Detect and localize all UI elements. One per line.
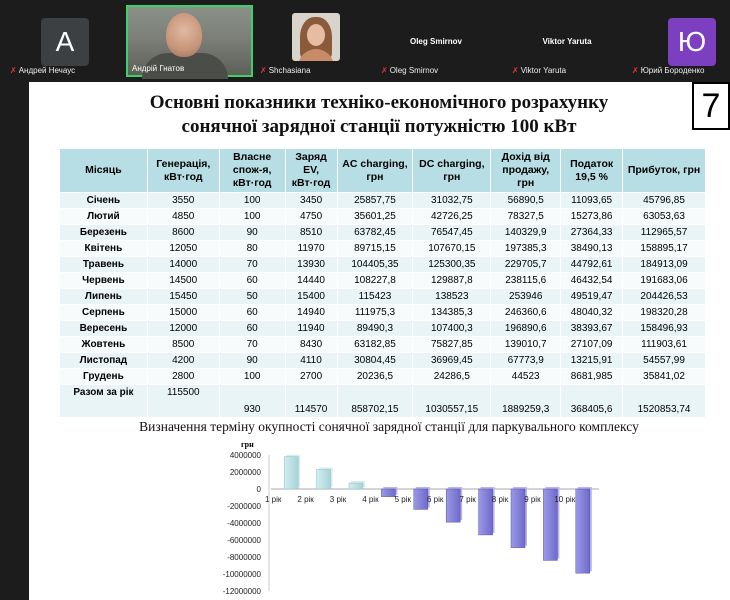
month-cell: Вересень [60,321,148,337]
value-cell: 44792,61 [561,257,623,273]
value-cell: 3550 [147,193,219,209]
x-tick-label: 2 рік [297,495,314,504]
participant-display-name: Viktor Yaruta [542,37,592,46]
participant-name: Андрій Гнатов [132,64,185,73]
payback-bar-chart [179,439,619,599]
value-cell: 14500 [147,273,219,289]
value-cell: 11970 [285,241,337,257]
value-cell: 75827,85 [413,337,491,353]
value-cell: 204426,53 [623,289,706,305]
value-cell: 15000 [147,305,219,321]
column-header: Місяць [60,149,148,193]
value-cell: 2700 [285,369,337,385]
value-cell: 89715,15 [337,241,413,257]
value-cell: 36969,45 [413,353,491,369]
x-tick-label: 7 рік [459,495,476,504]
bar [284,457,298,489]
y-tick-label: -8000000 [227,553,261,562]
participant-tile-5[interactable] [508,5,626,77]
x-tick-label: 10 рік [554,495,576,504]
value-cell: 4750 [285,209,337,225]
value-cell: 198320,28 [623,305,706,321]
value-cell: 13215,91 [561,353,623,369]
value-cell: 8430 [285,337,337,353]
column-header: Податок 19,5 % [561,149,623,193]
value-cell: 158496,93 [623,321,706,337]
value-cell: 30804,45 [337,353,413,369]
value-cell: 70 [219,337,285,353]
month-cell: Лютий [60,209,148,225]
value-cell: 35601,25 [337,209,413,225]
participant-video-face [166,13,202,57]
table-row [60,209,706,225]
value-cell: 60 [219,273,285,289]
x-tick-label: 3 рік [329,495,347,504]
value-cell: 100 [219,369,285,385]
value-cell: 90 [219,225,285,241]
table-header-row [60,149,706,193]
value-cell: 15450 [147,289,219,305]
economics-table [59,148,706,418]
x-tick-label: 1 рік [264,495,282,504]
bar [576,489,590,573]
participant-avatar: Ю [668,18,716,66]
value-cell: 138523 [413,289,491,305]
table-row [60,289,706,305]
shared-slide [29,82,730,600]
participant-tile-3[interactable] [256,5,374,77]
bar [317,469,331,489]
total-value: 858702,15 [337,385,413,418]
table-total-row [60,385,706,418]
value-cell: 35841,02 [623,369,706,385]
value-cell: 60 [219,321,285,337]
value-cell: 60 [219,305,285,321]
participant-avatar: А [41,18,89,66]
value-cell: 27364,33 [561,225,623,241]
value-cell: 8681,985 [561,369,623,385]
slide-title-line1: Основні показники техніко-економічного розрахунку [149,92,609,113]
total-value: 368405,6 [561,385,623,418]
mic-muted-icon: ✗ [10,66,17,75]
value-cell: 42726,25 [413,209,491,225]
value-cell: 54557,99 [623,353,706,369]
value-cell: 111903,61 [623,337,706,353]
column-header: Генерація, кВт·год [147,149,219,193]
bar [414,489,428,509]
value-cell: 63782,45 [337,225,413,241]
value-cell: 80 [219,241,285,257]
value-cell: 44523 [491,369,561,385]
value-cell: 78327,5 [491,209,561,225]
mic-muted-icon: ✗ [632,66,639,75]
x-tick-label: 6 рік [426,495,444,504]
value-cell: 90 [219,353,285,369]
value-cell: 111975,3 [337,305,413,321]
value-cell: 100 [219,193,285,209]
table-row [60,257,706,273]
value-cell: 15400 [285,289,337,305]
column-header: DC charging, грн [413,149,491,193]
value-cell: 140329,9 [491,225,561,241]
bar [446,489,460,522]
table-row [60,321,706,337]
total-value: 1520853,74 [623,385,706,418]
value-cell: 229705,7 [491,257,561,273]
participant-name: ✗ Юрий Бороденко [632,66,705,75]
value-cell: 46432,54 [561,273,623,289]
month-cell: Жовтень [60,337,148,353]
participant-photo [292,13,340,61]
y-axis-label: грн [241,440,254,449]
value-cell: 107670,15 [413,241,491,257]
month-cell: Травень [60,257,148,273]
y-tick-label: -10000000 [222,570,261,579]
value-cell: 196890,6 [491,321,561,337]
value-cell: 15273,86 [561,209,623,225]
y-tick-label: -4000000 [227,519,261,528]
table-row [60,225,706,241]
value-cell: 31032,75 [413,193,491,209]
participant-display-name: Oleg Smirnov [409,37,462,46]
value-cell: 191683,06 [623,273,706,289]
value-cell: 107400,3 [413,321,491,337]
month-cell: Серпень [60,305,148,321]
month-cell: Квітень [60,241,148,257]
total-value: 1030557,15 [413,385,491,418]
month-cell: Листопад [60,353,148,369]
value-cell: 45796,85 [623,193,706,209]
column-header: Заряд EV, кВт·год [285,149,337,193]
participant-tile-1[interactable] [6,5,124,77]
value-cell: 14000 [147,257,219,273]
value-cell: 63182,85 [337,337,413,353]
participant-tile-active-video[interactable] [126,5,253,77]
y-tick-label: -6000000 [227,536,261,545]
mic-muted-icon: ✗ [512,66,519,75]
bar [511,489,525,548]
value-cell: 8500 [147,337,219,353]
value-cell: 134385,3 [413,305,491,321]
month-cell: Січень [60,193,148,209]
column-header: Дохід від продажу, грн [491,149,561,193]
value-cell: 25857,75 [337,193,413,209]
value-cell: 11093,65 [561,193,623,209]
value-cell: 11940 [285,321,337,337]
value-cell: 2800 [147,369,219,385]
value-cell: 253946 [491,289,561,305]
value-cell: 50 [219,289,285,305]
table-row [60,337,706,353]
slide-number: 7 [692,82,730,130]
x-tick-label: 8 рік [491,495,509,504]
value-cell: 4110 [285,353,337,369]
total-value: 930 [219,385,285,418]
y-tick-label: 4000000 [229,451,261,460]
mic-muted-icon: ✗ [381,66,388,75]
mic-muted-icon: ✗ [260,66,267,75]
value-cell: 139010,7 [491,337,561,353]
value-cell: 76547,45 [413,225,491,241]
bar [381,489,395,497]
value-cell: 38393,67 [561,321,623,337]
value-cell: 13930 [285,257,337,273]
value-cell: 8600 [147,225,219,241]
value-cell: 246360,6 [491,305,561,321]
bar [349,483,363,489]
month-cell: Липень [60,289,148,305]
table-row [60,353,706,369]
y-tick-label: 0 [256,485,261,494]
y-tick-label: -12000000 [222,587,261,596]
month-cell: Грудень [60,369,148,385]
y-tick-label: -2000000 [227,502,261,511]
participant-name: ✗ Viktor Yaruta [512,66,567,75]
table-row [60,241,706,257]
table-row [60,273,706,289]
participant-name: ✗ Oleg Smirnov [381,66,439,75]
value-cell: 48040,32 [561,305,623,321]
column-header: Прибуток, грн [623,149,706,193]
value-cell: 89490,3 [337,321,413,337]
value-cell: 115423 [337,289,413,305]
value-cell: 184913,09 [623,257,706,273]
participant-tile-6[interactable] [628,5,728,77]
column-header: Власне спож-я, кВт·год [219,149,285,193]
value-cell: 38490,13 [561,241,623,257]
chart-subtitle: Визначення терміну окупності сонячної зарядної станції для паркувального комплексу [139,419,639,434]
value-cell: 12050 [147,241,219,257]
total-value: 115500 [147,385,219,418]
value-cell: 14940 [285,305,337,321]
x-tick-label: 5 рік [394,495,412,504]
total-value: 114570 [285,385,337,418]
table-row [60,369,706,385]
value-cell: 4850 [147,209,219,225]
value-cell: 67773,9 [491,353,561,369]
value-cell: 56890,5 [491,193,561,209]
value-cell: 49519,47 [561,289,623,305]
month-cell: Червень [60,273,148,289]
column-header: AC charging, грн [337,149,413,193]
value-cell: 129887,8 [413,273,491,289]
x-tick-label: 9 рік [524,495,541,504]
slide-title-line2: сонячної зарядної станції потужністю 100 кВт [181,116,577,137]
participant-name: ✗ Андрей Нечаус [10,66,76,75]
value-cell: 112965,57 [623,225,706,241]
total-value: 1889259,3 [491,385,561,418]
total-label: Разом за рік [60,385,148,418]
value-cell: 4200 [147,353,219,369]
value-cell: 27107,09 [561,337,623,353]
participant-tile-4[interactable] [377,5,495,77]
value-cell: 20236,5 [337,369,413,385]
x-tick-label: 4 рік [362,495,379,504]
value-cell: 125300,35 [413,257,491,273]
value-cell: 63053,63 [623,209,706,225]
value-cell: 104405,35 [337,257,413,273]
bar [479,489,493,535]
value-cell: 14440 [285,273,337,289]
value-cell: 100 [219,209,285,225]
value-cell: 197385,3 [491,241,561,257]
participant-strip [0,0,730,80]
table-row [60,305,706,321]
month-cell: Березень [60,225,148,241]
value-cell: 108227,8 [337,273,413,289]
value-cell: 238115,6 [491,273,561,289]
y-tick-label: 2000000 [229,468,261,477]
value-cell: 3450 [285,193,337,209]
value-cell: 12000 [147,321,219,337]
value-cell: 158895,17 [623,241,706,257]
value-cell: 70 [219,257,285,273]
table-row [60,193,706,209]
value-cell: 8510 [285,225,337,241]
value-cell: 24286,5 [413,369,491,385]
participant-name: ✗ Shchasiana [260,66,311,75]
